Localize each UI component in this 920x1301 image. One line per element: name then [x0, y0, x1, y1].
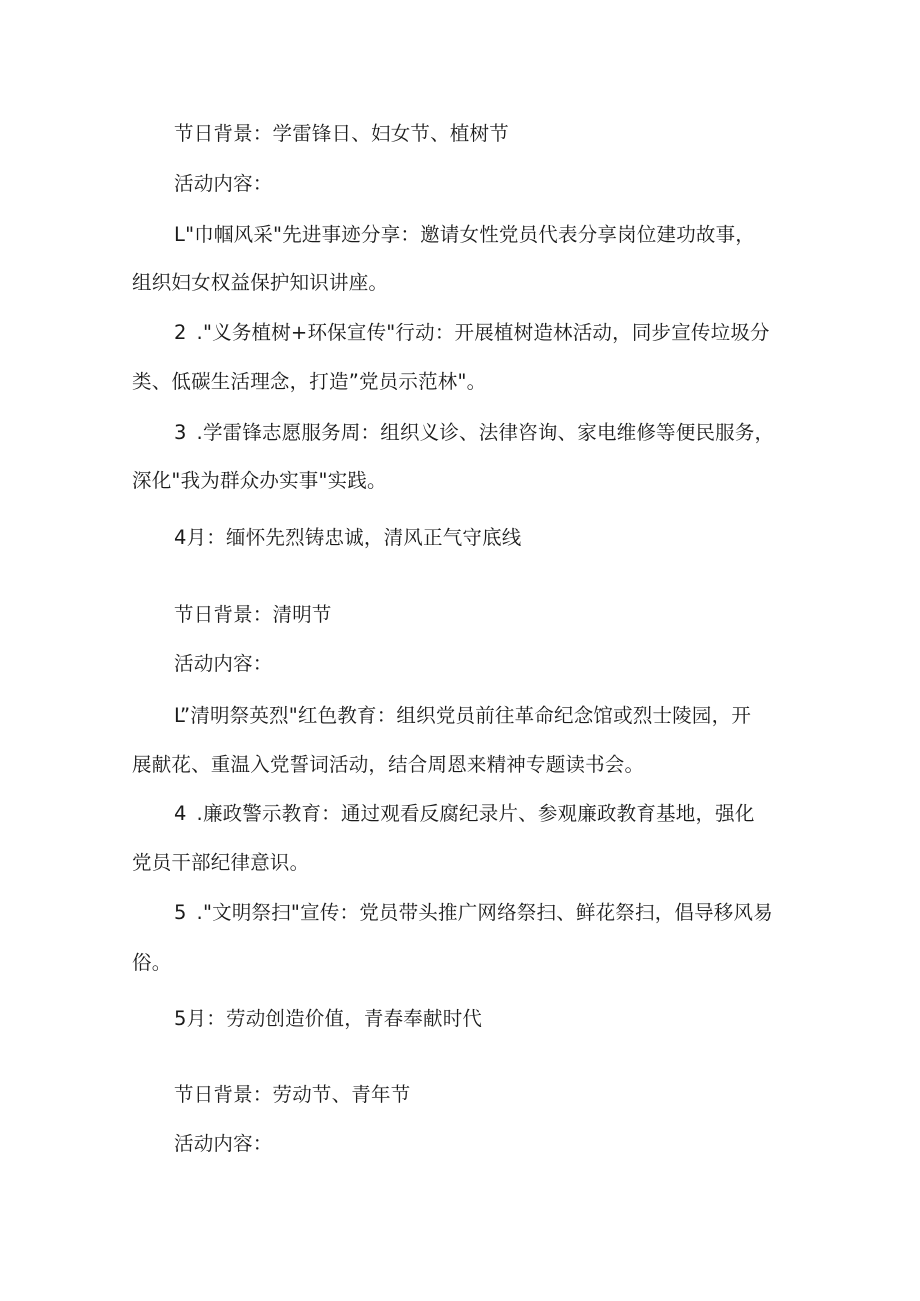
festival-background-march: 节日背景：学雷锋日、妇女节、植树节: [174, 122, 509, 145]
paragraph-line: L"巾帼风采"先进事迹分享：邀请女性党员代表分享岗位建功故事，: [174, 223, 756, 246]
paragraph-line: 深化"我为群众办实事"实践。: [132, 469, 387, 492]
activity-content-label-march: 活动内容：: [174, 172, 273, 195]
festival-background-april: 节日背景：清明节: [174, 603, 332, 626]
paragraph-line: 5 ."文明祭扫"宣传：党员带头推广网络祭扫、鲜花祭扫，倡导移风易: [174, 901, 773, 924]
paragraph-line: 组织妇女权益保护知识讲座。: [132, 271, 389, 294]
paragraph-line: 展献花、重温入党誓词活动，结合周恩来精神专题读书会。: [132, 753, 645, 776]
paragraph-line: 俗。: [132, 951, 172, 974]
paragraph-line: 类、低碳生活理念，打造”党员示范林"。: [132, 370, 487, 393]
festival-background-may: 节日背景：劳动节、青年节: [174, 1083, 411, 1106]
section-heading-may: 5月：劳动创造价值，青春奉献时代: [174, 1007, 483, 1030]
section-heading-april: 4月：缅怀先烈铸忠诚，清风正气守底线: [174, 526, 522, 549]
paragraph-line: 2 ."义务植树+环保宣传"行动：开展植树造林活动，同步宣传垃圾分: [174, 321, 770, 344]
paragraph-line: L”清明祭英烈"红色教育：组织党员前往革命纪念馆或烈士陵园，开: [174, 704, 752, 727]
activity-content-label-april: 活动内容：: [174, 652, 273, 675]
paragraph-line: 3 .学雷锋志愿服务周：组织义诊、法律咨询、家电维修等便民服务，: [174, 421, 775, 444]
activity-content-label-may: 活动内容：: [174, 1132, 273, 1155]
paragraph-line: 党员干部纪律意识。: [132, 851, 310, 874]
paragraph-line: 4 .廉政警示教育：通过观看反腐纪录片、参观廉政教育基地，强化: [174, 802, 755, 825]
